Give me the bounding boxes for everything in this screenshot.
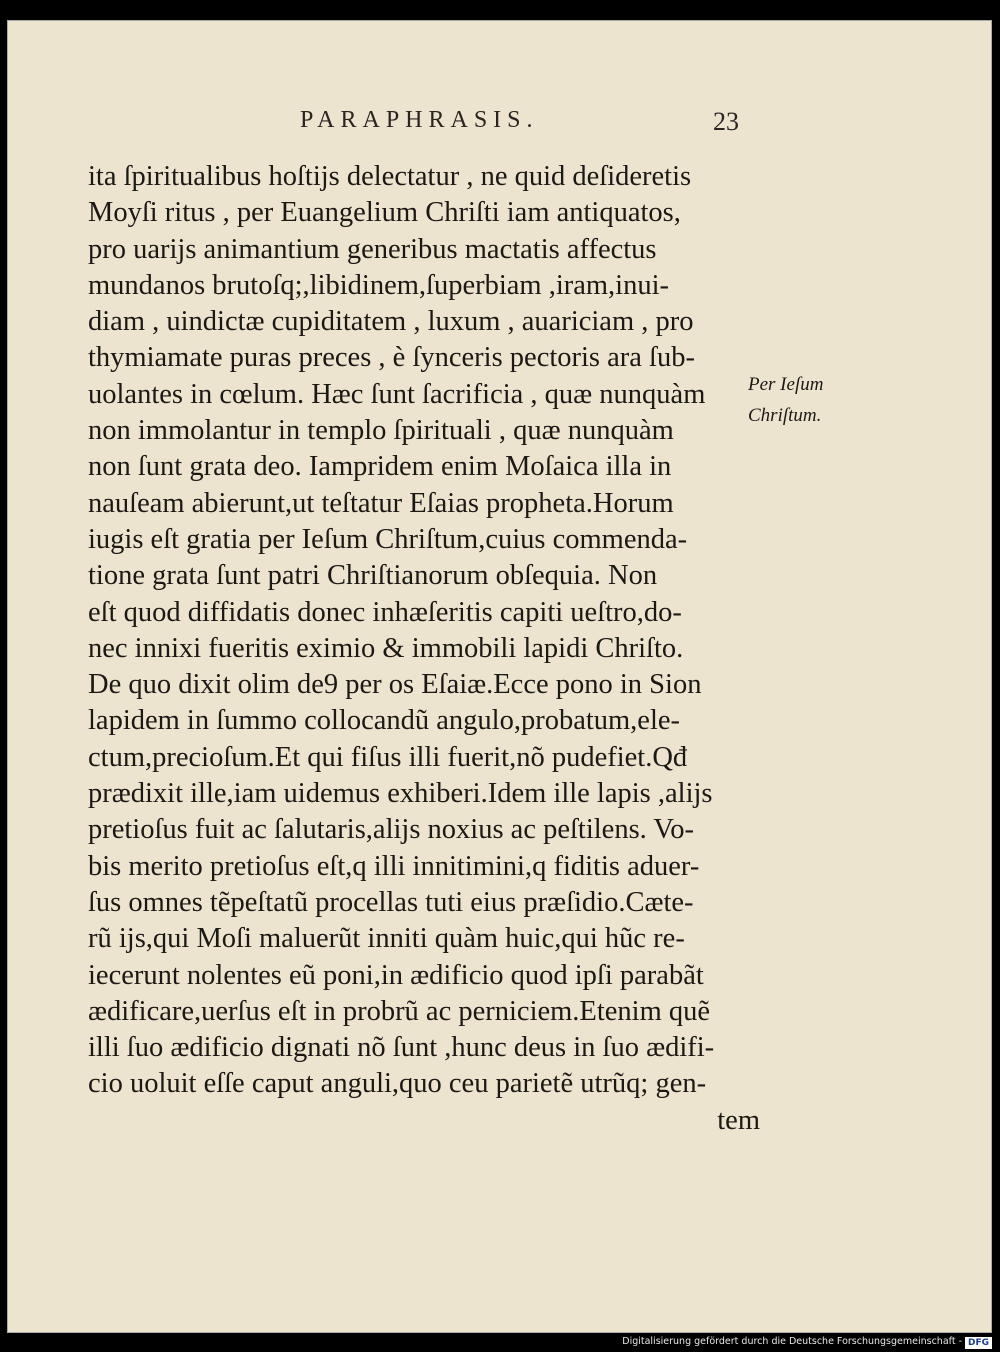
text-line: Moyſi ritus , per Euangelium Chriſti iam antiquatos, <box>88 197 681 229</box>
text-line: ſus omnes tẽpeſtatũ procellas tuti eius præſidio.Cæte- <box>88 886 694 918</box>
text-line: bis merito pretioſus eſt,q illi innitimini,q fiditis aduer- <box>88 850 700 882</box>
text-line: pretioſus fuit ac ſalutaris,alijs noxius ac peſtilens. Vo- <box>88 814 695 846</box>
text-line: pro uarijs animantium generibus mactatis affectus <box>88 233 657 265</box>
dfg-logo: DFG <box>965 1337 992 1349</box>
text-line: eſt quod diffidatis donec inhæſeritis capiti ueſtro,do- <box>88 596 682 628</box>
running-title: PARAPHRASIS. <box>300 107 539 133</box>
text-line: mundanos brutoſq;,libidinem,ſuperbiam ,iram,inui- <box>88 269 669 301</box>
text-line: thymiamate puras preces , è ſynceris pectoris ara ſub- <box>88 342 695 374</box>
text-line: nec innixi fueritis eximio & immobili lapidi Chriſto. <box>88 632 684 664</box>
text-line: non ſunt grata deo. Iampridem enim Moſaica illa in <box>88 451 672 483</box>
text-line: nauſeam abierunt,ut teſtatur Eſaias propheta.Horum <box>88 487 674 519</box>
text-line: ctum,precioſum.Et qui fiſus illi fuerit,nõ pudefiet.Qđ <box>88 741 688 773</box>
digitization-credit: Digitalisierung gefördert durch die Deutsche Forschungsgemeinschaft - <box>622 1336 962 1347</box>
marginal-note-line: Per Ieſum <box>748 374 824 395</box>
text-line: lapidem in ſummo collocandũ angulo,probatum,ele- <box>88 705 681 737</box>
text-line: diam , uindictæ cupiditatem , luxum , auariciam , pro <box>88 306 694 338</box>
body-text <box>88 159 768 1139</box>
text-line: cio uoluit eſſe caput anguli,quo ceu parietẽ utrũq; gen- <box>88 1068 707 1100</box>
catchword: tem <box>717 1104 760 1136</box>
text-line: iecerunt nolentes eũ poni,in ædificio quod ipſi parabãt <box>88 959 704 991</box>
text-line: De quo dixit olim de9 per os Eſaiæ.Ecce pono in Sion <box>88 669 702 701</box>
text-line: tione grata ſunt patri Chriſtianorum obſequia. Non <box>88 560 658 592</box>
text-line: prædixit ille,iam uidemus exhiberi.Idem ille lapis ,alijs <box>88 778 713 810</box>
text-line: non immolantur in templo ſpirituali , quæ nunquàm <box>88 415 674 447</box>
text-line: ædificare,uerſus eſt in probrũ ac perniciem.Etenim quẽ <box>88 995 711 1027</box>
text-line: uolantes in cœlum. Hæc ſunt ſacrificia , quæ nunquàm <box>88 378 706 410</box>
running-header <box>8 107 991 147</box>
text-line: iugis eſt gratia per Ieſum Chriſtum,cuius commenda- <box>88 523 688 555</box>
marginal-note-line: Chriſtum. <box>748 405 822 426</box>
marginal-note <box>748 369 823 431</box>
text-line: ita ſpiritualibus hoſtijs delectatur , ne quid deſideretis <box>88 161 692 192</box>
page-number: 23 <box>713 107 739 136</box>
book-page <box>7 20 992 1333</box>
text-line: rũ ijs,qui Moſi maluerũt inniti quàm huic,qui hũc re- <box>88 923 685 955</box>
text-line: illi ſuo ædificio dignati nõ ſunt ,hunc deus in ſuo ædifi- <box>88 1032 715 1064</box>
